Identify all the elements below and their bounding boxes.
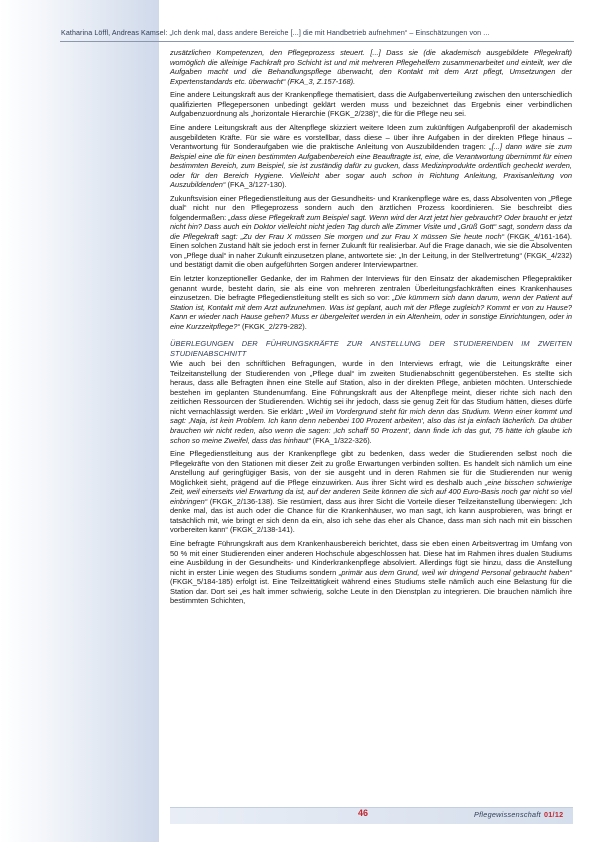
paragraph <box>170 90 572 119</box>
interview-quote: „Weil im Vordergrund steht für mich denn das Studium. Wenn einer kommt und sagt: ‚Naja, ist kein Problem. Ich kann denn nebenbei 100 Prozent arbeiten‘, also das ist ja einfach lächerlich. Da drüber brauchen wir nicht reden, also wenn die sagen: ‚Ich schaff 50 Prozent‘, dann finde ich das gut, 75 hätte ich glaube ich schon so meine Zweifel, dass das hinhaut“ <box>170 406 572 445</box>
paragraph-text: Eine andere Leitungskraft aus der Krankenpflege thematisiert, dass die Aufgabenverteilung zwischen den unterschiedlich qualifizierten Pflegepersonen unbedingt geklärt werden muss und bezeichnet das Ergebnis einer verbindlichen Aufgabenzuordnung als „horizontale Hierarchie (FKGK_2/238)“, die für die Pflege neu sei. <box>170 90 572 119</box>
paragraph <box>170 274 572 331</box>
interview-quote: „eine bisschen schwierige Zeit, weil einerseits viel Erwartung da ist, auf der anderen Seite können die sich auf 400 Euro-Basis noch gar nicht so viel einbringen“ <box>170 477 572 506</box>
paragraph-text: (FKA_1/322-326). <box>310 435 372 445</box>
paragraph-text: Eine Pflegedienstleitung aus der Krankenpflege gibt zu bedenken, dass weder die Studierenden selbst noch die Pflegekräfte von den Stationen mit dieser Zeit zu große Erwartungen verbinden sollten. Es handelt sich nämlich um eine Anstellung auf geringfügiger Basis, von der sie ausgeht und in deren Rahmen sie für die Studierenden nur wenig Möglichkeit sieht, prägend auf die Pflege einzuwirken. Aus ihrer Sicht wird es deshalb auch <box>170 449 572 487</box>
paragraph-text: (FKGK_5/184-185) erfolgt ist. Eine Teilzeittätigkeit während eines Studiums stelle nämlich auch eine Belastung für die Station dar. Dort sei „es halt immer schwierig, solche Leute in den Dienstplan zu integrieren. Die brauchen nämlich ihre bestimmten Schichten, <box>170 577 572 606</box>
journal-name <box>474 810 563 819</box>
paragraph-text: (FKA_3/127-130). <box>225 180 287 190</box>
page-number: 46 <box>358 808 369 818</box>
interview-quote: „Die kümmern sich dann darum, wenn der Patient auf Station ist, Kontakt mit dem Arzt aufzunehmen. Was ist geplant, auch mit der Pflege zugleich? Kommt er von zu Hause? Kann er wieder nach Hause gehen? Muss er übergeleitet werden in ein Altenheim, oder in sonstige Einrichtungen, oder in eine Kurzzeitpflege?“ <box>170 293 572 331</box>
interview-quote: „dass diese Pflegekraft zum Beispiel sagt. Wenn wird der Arzt jetzt hier gebraucht? Oder braucht er jetzt nicht hin? Dass auch ein Doktor vielleicht nicht jeden Tag durch alle Zimmer Visite und „Grüß Gott“ sagt, sondern dass da die Pflegekraft sagt: „Zu der Frau X müssen Sie morgen und zur Frau X müssen Sie heute noch“ <box>170 212 572 241</box>
paragraph <box>170 359 572 445</box>
journal-issue: 01/12 <box>543 810 564 819</box>
paragraph <box>170 194 572 270</box>
interview-quote: „[...] dann wäre sie zum Beispiel eine die für einen bestimmten Aufgabenbereich eine Beauftragte ist, eine, die Verantwortung übernimmt für einen bestimmten Bereich, zum Beispiel, sie ist zuständig dafür zu gucken, dass Medizinprodukte ordentlich gecheckt werden, oder für den Bereich Hygiene. Vielleicht aber sogar auch schon in Richtung Anleitung, Praxisanleitung von Auszubildenden“ <box>170 142 572 190</box>
paragraph-text: (FKGK_2/279-282). <box>239 321 307 331</box>
paragraph-text: Eine andere Leitungskraft aus der Altenpflege skizziert weitere Ideen zum zukünftigen Aufgabenprofil der akademisch ausgebildeten Kräfte. Für sie wäre es vorstellbar, dass diese – über ihre Aufgaben in der direkten Pflege hinaus – Verantwortung für Sonderaufgaben wie die praktische Anleitung von Auszubildenden tragen: <box>170 122 572 152</box>
interview-quote: „primär aus dem Grund, weil wir dringend Personal gebraucht haben“ <box>338 567 573 577</box>
paragraph-text: Ein letzter konzeptioneller Gedanke, der im Rahmen der Interviews für den Einsatz der akademischen Pflegepraktiker genannt wurde, besteht darin, sie als eine von mehreren zentralen Überleitungsfachkräften eines Krankenhauses einzusetzen. Die befragte Pflegedienstleitung stellt es sich so vor: <box>170 274 572 303</box>
paragraph-text: Eine befragte Führungskraft aus dem Krankenhausbereich berichtet, dass sie eben einen Arbeitsvertrag im Umfang von 50 % mit einer Studierenden einer anderen Hochschule abgeschlossen hat. Diese hat im Rahmen ihres dualen Studiums eine Ausbildung in der Gesundheits- und Kinderkrankenpflege absolviert. Allerdings fügt sie hinzu, dass die Anstellung nicht in erster Linie wegen des Studiums sondern <box>170 539 572 577</box>
body-text <box>170 48 572 610</box>
journal-title: Pflegewissenschaft <box>474 810 541 819</box>
paragraph <box>170 123 572 190</box>
paragraph-text: (FKGK_2/136-138). Sie resümiert, dass aus ihrer Sicht die Vorteile dieser Teilzeitanstellung überwiegen: „Ich denke mal, das ist auch oder die Chance für die Krankenhäuser, wo man sagt, ich kann ausprobieren, was bringt er tatsächlich mit, wie bringt er sich denn da ein, also ich sehe das eher als Chance, dass man sich nach mit ein bisschen vorbereiten kann“ (FKGK_2/138-141). <box>170 496 572 535</box>
running-head: Katharina Löffl, Andreas Kamsel: „Ich denk mal, dass andere Bereiche [...] die mit Handbetrieb aufnehmen“ – Einschätzungen von ... <box>61 29 490 37</box>
paragraph-text: Wie auch bei den schriftlichen Befragungen, wurde in den Interviews erfragt, wie die Leitungskräfte einer Teilzeitanstellung der Studierenden von „Pflege dual“ im zweiten Studienabschnitt gegenüberstehen. Es stellte sich heraus, dass alle Befragten ihnen eine Stelle auf Station, also in der direkten Pflege, anbieten möchten. Unterschiede bestehen im geplanten Stundenumfang. Eine Führungskraft aus der Altenpflege meint, dieser richte sich nach den zeitlichen Ressourcen der Studierenden. Wichtig sei ihr jedoch, dass sie genug Zeit für das Studium hätten, dieses dürfe nicht vernachlässigt werden. Sie erklärt: <box>170 359 572 416</box>
interview-quote: zusätzlichen Kompetenzen, den Pflegeprozess steuert. [...] Dass sie (die akademisch ausgebildete Pflegekraft) womöglich die alleinige Fachkraft pro Schicht ist und mit mehreren Pflegehelfern zusammenarbeitet und einteilt, wer die Aufgaben macht und die Behandlungspflege überwacht, den Kontakt mit dem Arzt pflegt, Umsetzungen der Expertenstandards etc. überwacht“ (FKA_3, Z.157-168). <box>170 48 572 86</box>
paragraph-text: (FKGK_4/161-164). Einen solchen Zustand hält sie jedoch erst in ferner Zukunft für realisierbar. Auf die Frage danach, wie sie die Absolventen von „Pflege dual“ in naher Zukunft einzusetzen plane, antwortete sie: „In der Leitung, in der Stellvertretung“ (FKGK_4/232) und bestätigt damit die oben aufgeführten Sorgen anderer Interviewpartner. <box>170 231 572 270</box>
paragraph <box>170 48 572 86</box>
paragraph-text: Zukunftsvision einer Pflegedienstleitung aus der Gesundheits- und Krankenpflege wäre es, dass Absolventen von „Pflege dual“ nicht nur den Pflegeprozess sondern auch den ärztlichen Prozess koordinieren. Sie beschreibt dies folgendermaßen: <box>170 193 572 222</box>
section-heading: ÜBERLEGUNGEN DER FÜHRUNGSKRÄFTE ZUR ANSTELLUNG DER STUDIERENDEN IM ZWEITEN STUDIENABSCHNITT <box>170 339 572 358</box>
header-rule <box>60 41 574 42</box>
paragraph <box>170 449 572 535</box>
paragraph <box>170 539 572 606</box>
